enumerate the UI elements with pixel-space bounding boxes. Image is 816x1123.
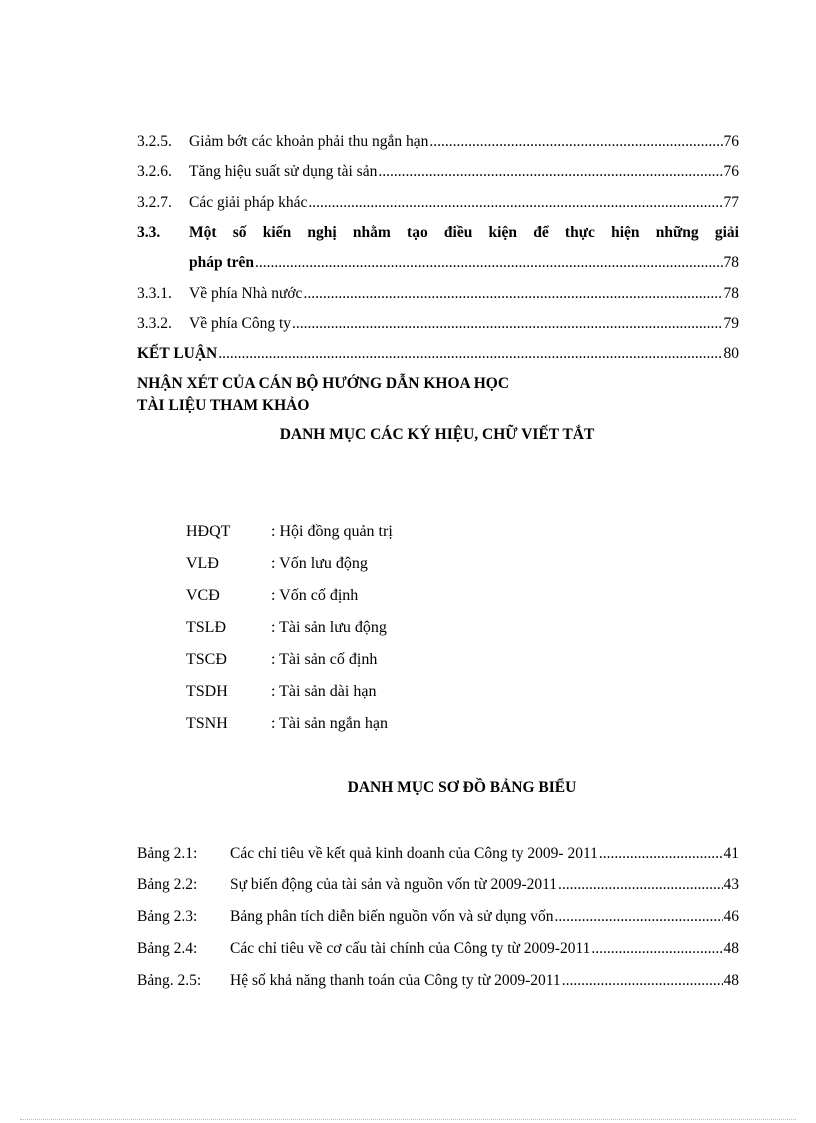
toc-page: 80 (723, 345, 739, 362)
toc-title: KẾT LUẬN (137, 345, 218, 362)
table-list-item (137, 876, 739, 898)
toc-number: 3.2.5. (137, 133, 172, 150)
table-list-item (137, 940, 739, 962)
table-label: Bảng 2.2: (137, 876, 198, 893)
toc-title: Về phía Công ty (189, 315, 292, 332)
table-title: Hệ số khả năng thanh toán của Công ty từ 2009-2011 (230, 972, 561, 989)
abbr-meaning: : Vốn cố định (271, 587, 359, 604)
table-list-item (137, 845, 739, 867)
toc-entry-ket-luan (137, 345, 739, 367)
heading-abbreviations: DANH MỤC CÁC KÝ HIỆU, CHỮ VIẾT TẮT (279, 426, 595, 443)
table-label: Bảng 2.1: (137, 845, 198, 862)
toc-page: 78 (723, 285, 739, 302)
table-title: Sự biến động của tài sản và nguồn vốn từ 2009-2011 (230, 876, 558, 893)
dot-leader (308, 194, 722, 212)
table-title: Bảng phân tích diễn biến nguồn vốn và sử dụng vốn (230, 908, 554, 925)
abbr-code: TSLĐ (186, 619, 226, 636)
table-page: 41 (723, 845, 739, 862)
toc-page: 78 (723, 254, 739, 271)
toc-title: Về phía Nhà nước (189, 285, 303, 302)
toc-title: Tăng hiệu suất sử dụng tài sản (189, 163, 378, 180)
toc-page: 76 (723, 163, 739, 180)
dot-leader (558, 876, 722, 894)
toc-entry-3-3-title-line2 (189, 254, 739, 276)
toc-number: 3.3. (137, 224, 161, 241)
toc-entry-3-3-2 (137, 315, 739, 337)
dot-leader (555, 908, 723, 926)
abbr-code: TSNH (186, 715, 228, 732)
toc-title: Các giải pháp khác (189, 194, 308, 211)
toc-entry-3-2-6 (137, 163, 739, 185)
table-page: 43 (723, 876, 739, 893)
toc-number: 3.3.1. (137, 285, 172, 302)
table-title: Các chỉ tiêu về cơ cấu tài chính của Công ty từ 2009-2011 (230, 940, 591, 957)
heading-tables: DANH MỤC SƠ ĐỒ BẢNG BIỂU (347, 779, 577, 796)
abbr-meaning: : Tài sản cố định (271, 651, 378, 668)
dot-leader (562, 972, 723, 990)
abbreviation-row (186, 715, 388, 737)
toc-entry-3-3-title-line1: Một số kiến nghị nhằm tạo điều kiện để thực hiện những giải (189, 224, 739, 241)
abbr-code: VCĐ (186, 587, 220, 604)
toc-number: 3.2.7. (137, 194, 172, 211)
abbr-meaning: : Tài sản dài hạn (271, 683, 377, 700)
table-page: 48 (723, 972, 739, 989)
abbreviation-row (186, 651, 377, 673)
abbr-meaning: : Tài sản lưu động (271, 619, 387, 636)
abbr-code: TSDH (186, 683, 228, 700)
dot-leader (378, 163, 722, 181)
abbreviation-row (186, 555, 368, 577)
heading-nhan-xet: NHẬN XÉT CỦA CÁN BỘ HƯỚNG DẪN KHOA HỌC (137, 375, 510, 392)
page-bottom-rule (20, 1119, 796, 1120)
toc-entry-3-3-number (137, 224, 189, 246)
dot-leader (429, 133, 722, 151)
table-list-item (137, 972, 739, 994)
toc-entry-3-2-7 (137, 194, 739, 216)
table-page: 48 (723, 940, 739, 957)
abbr-code: TSCĐ (186, 651, 227, 668)
table-label: Bảng. 2.5: (137, 972, 202, 989)
abbreviation-row (186, 619, 387, 641)
dot-leader (303, 285, 722, 303)
toc-number: 3.3.2. (137, 315, 172, 332)
toc-number: 3.2.6. (137, 163, 172, 180)
abbr-meaning: : Vốn lưu động (271, 555, 368, 572)
abbr-code: VLĐ (186, 555, 219, 572)
abbr-meaning: : Tài sản ngắn hạn (271, 715, 389, 732)
toc-title: pháp trên (189, 254, 255, 271)
table-label: Bảng 2.3: (137, 908, 198, 925)
table-page: 46 (723, 908, 739, 925)
abbreviation-row (186, 683, 376, 705)
abbr-code: HĐQT (186, 523, 231, 540)
table-title: Các chỉ tiêu về kết quả kinh doanh của Công ty 2009- 2011 (230, 845, 598, 862)
abbr-meaning: : Hội đồng quản trị (271, 523, 393, 540)
dot-leader (218, 345, 722, 363)
abbreviation-row (186, 523, 393, 545)
toc-page: 79 (723, 315, 739, 332)
heading-tai-lieu: TÀI LIỆU THAM KHẢO (137, 397, 310, 414)
dot-leader (591, 940, 722, 958)
toc-entry-3-2-5 (137, 133, 739, 155)
toc-page: 77 (723, 194, 739, 211)
dot-leader (599, 845, 723, 863)
toc-entry-3-3-1 (137, 285, 739, 307)
toc-title: Giảm bớt các khoản phải thu ngắn hạn (189, 133, 429, 150)
dot-leader (255, 254, 722, 272)
table-label: Bảng 2.4: (137, 940, 198, 957)
abbreviation-row (186, 587, 358, 609)
dot-leader (292, 315, 722, 333)
table-list-item (137, 908, 739, 930)
toc-page: 76 (723, 133, 739, 150)
